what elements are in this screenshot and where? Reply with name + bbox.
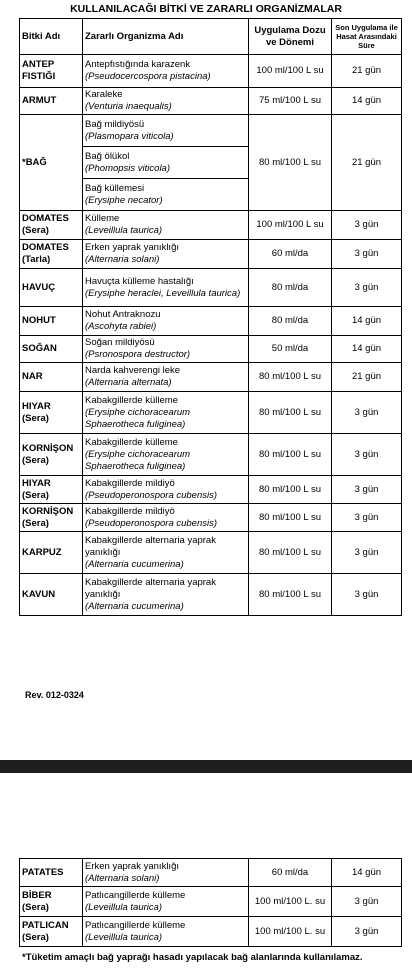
pest-name [83,55,249,88]
pest-name [83,240,249,269]
dose-value: 80 ml/da [271,315,309,326]
table-row [20,859,402,887]
harvest-interval: 21 gün [332,55,402,88]
dose-value: 75 ml/100 L su [259,95,321,106]
harvest-interval: 21 gün [332,115,402,211]
pest-latin-name: (Erysiphe necator) [85,194,163,206]
pest-latin-name: (Pseudoperonospora cubensis) [85,489,218,501]
pest-common-name: Kabakgillerde mildiyö [85,505,175,517]
dose [249,336,332,363]
harvest-interval: 14 gün [332,336,402,363]
pest-latin-name: (Venturia inaequalis) [85,101,172,112]
pest-common-name: Erken yaprak yanıklığı [85,860,179,872]
harvest-interval: 14 gün [332,307,402,336]
plant-name: BİBER (Sera) [20,887,83,917]
plant-name: DOMATES (Tarla) [20,240,83,269]
pest-common-name: Karaleke [85,89,123,100]
table-row [20,476,402,504]
pest-common-name: Patlıcangillerde külleme [85,889,186,901]
harvest-interval: 3 gün [332,574,402,616]
table-row [20,240,402,269]
table-row [20,434,402,476]
dose-value: 60 ml/da [271,248,309,259]
dose-value: 80 ml/100 L su [259,511,321,523]
dose-value: 100 ml/100 L. su [254,895,326,907]
table-row [20,887,402,917]
harvest-interval: 3 gün [332,504,402,532]
pest-common-name: Antepfıstığında karazenk [85,59,191,70]
table-row [20,336,402,363]
table-row [20,574,402,616]
table-row [20,269,402,307]
dose [249,887,332,917]
dose [249,476,332,504]
pest-common-name: Kabakgillerde alternaria yaprak yanıklığı [85,576,216,600]
pest-name [83,392,249,434]
header-dose: Uygulama Dozu ve Dönemi [249,19,332,55]
pest-common-name: Kabakgillerde külleme [85,436,178,448]
pest-common-name: Kabakgillerde alternaria yaprak yanıklığı [85,534,216,558]
pest-name [83,504,249,532]
pest-latin-name: (Alternaria cucumerina) [85,558,184,570]
usage-table [19,18,402,616]
table-row [20,115,402,147]
pest-name [83,88,249,115]
pest-latin-name: (Plasmopara viticola) [85,130,174,142]
footnote: *Tüketim amaçlı bağ yaprağı hasadı yapılacak bağ alanlarında kullanılamaz. [22,952,363,963]
table-row [20,307,402,336]
pest-latin-name: (Erysiphe cichoracearum Sphaerotheca fuliginea) [85,448,191,472]
dose [249,859,332,887]
pest-latin-name: (Alternaria cucumerina) [85,600,184,612]
dose-value: 80 ml/100 L su [259,588,321,600]
pest-name [83,211,249,240]
pest-latin-name: (Psronospora destructor) [85,349,191,360]
pest-name [83,917,249,947]
plant-name: ARMUT [20,88,83,115]
pest-latin-name: (Erysiphe heraclei, Leveillula taurica) [85,287,241,299]
dose-value: 60 ml/da [271,866,309,878]
plant-name: KARPUZ [20,532,83,574]
pest-name [83,307,249,336]
dose-value: 100 ml/100 L. su [254,925,326,937]
pest-common-name: Külleme [85,213,120,224]
pest-name [83,887,249,917]
pest-name [83,363,249,392]
pest-common-name: Bağ ölükol [85,150,130,162]
dose-value: 100 ml/100 L su [256,219,324,230]
dose-value: 80 ml/da [271,281,309,293]
table-row [20,211,402,240]
pest-latin-name: (Leveillula taurica) [85,931,163,943]
plant-name: KORNİŞON (Sera) [20,504,83,532]
dose [249,240,332,269]
plant-name: KAVUN [20,574,83,616]
dose [249,211,332,240]
revision-code: Rev. 012-0324 [25,690,84,700]
pest-latin-name: (Alternaria solani) [85,872,160,884]
dose-value: 100 ml/100 L su [256,65,324,76]
pest-common-name: Bağ mildiyösü [85,118,145,130]
pest-common-name: Soğan mildiyösü [85,337,155,348]
pest-latin-name: (Pseudocercospora pistacina) [85,71,211,82]
plant-name: NAR [20,363,83,392]
pest-latin-name: (Alternaria alternata) [85,377,172,388]
dose [249,269,332,307]
pest-common-name: Kabakgillerde mildiyö [85,477,175,489]
dose-value: 80 ml/100 L su [259,546,321,558]
plant-name: DOMATES (Sera) [20,211,83,240]
pest-latin-name: (Phomopsis viticola) [85,162,170,174]
plant-name: HAVUÇ [20,269,83,307]
harvest-interval: 3 gün [332,211,402,240]
pest-name [83,434,249,476]
dose [249,504,332,532]
table-row [20,532,402,574]
harvest-interval: 14 gün [332,859,402,887]
pest-latin-name: (Leveillula taurica) [85,225,163,236]
harvest-interval: 3 gün [332,392,402,434]
pest-latin-name: (Alternaria solani) [85,254,160,265]
dose-value: 80 ml/100 L su [259,156,321,168]
dose-value: 80 ml/100 L su [259,406,321,418]
table-row [20,392,402,434]
dose [249,917,332,947]
dose [249,115,332,211]
harvest-interval: 3 gün [332,269,402,307]
dose-value: 80 ml/100 L su [259,371,321,382]
plant-name: HIYAR (Sera) [20,392,83,434]
pest-common-name: Narda kahverengi leke [85,365,181,376]
dose-value: 80 ml/100 L su [259,448,321,460]
dose [249,434,332,476]
plant-name: HIYAR (Sera) [20,476,83,504]
harvest-interval: 3 gün [332,434,402,476]
pest-name [83,476,249,504]
header-pest: Zararlı Organizma Adı [83,19,249,55]
dose [249,55,332,88]
harvest-interval: 21 gün [332,363,402,392]
pest-latin-name: (Erysiphe cichoracearum Sphaerotheca fuliginea) [85,406,191,430]
pest-name [83,115,249,147]
table-row [20,504,402,532]
pest-common-name: Bağ küllemesi [85,182,145,194]
table-row [20,917,402,947]
pest-name [83,179,249,211]
pest-name [83,147,249,179]
harvest-interval: 3 gün [332,240,402,269]
dose [249,574,332,616]
pest-name [83,532,249,574]
usage-table-continued [19,858,402,947]
table-row [20,55,402,88]
page-separator [0,760,412,773]
dose-value: 80 ml/100 L su [259,483,321,495]
plant-name: SOĞAN [20,336,83,363]
pest-name [83,336,249,363]
page-title: KULLANILACAĞI BİTKİ VE ZARARLI ORGANİZMALAR [70,3,342,15]
plant-name: PATLICAN (Sera) [20,917,83,947]
pest-latin-name: (Leveillula taurica) [85,901,163,913]
table-row [20,88,402,115]
dose [249,532,332,574]
harvest-interval: 3 gün [332,887,402,917]
header-plant: Bitki Adı [20,19,83,55]
pest-common-name: Kabakgillerde külleme [85,394,178,406]
dose [249,363,332,392]
dose [249,392,332,434]
header-harvest: Son Uygulama ile Hasat Arasındaki Süre [332,19,402,55]
pest-name [83,574,249,616]
table-header-row [20,19,402,55]
plant-name: ANTEP FISTIĞI [20,55,83,88]
pest-name [83,269,249,307]
plant-name: NOHUT [20,307,83,336]
harvest-interval: 3 gün [332,532,402,574]
pest-common-name: Nohut Antraknozu [85,309,161,320]
pest-common-name: Patlıcangillerde külleme [85,919,186,931]
plant-name: *BAĞ [20,115,83,211]
pest-name [83,859,249,887]
dose-value: 50 ml/da [271,343,309,354]
table-row [20,363,402,392]
plant-name: PATATES [20,859,83,887]
pest-latin-name: (Pseudoperonospora cubensis) [85,517,218,529]
pest-common-name: Havuçta külleme hastalığı [85,275,194,287]
harvest-interval: 3 gün [332,476,402,504]
pest-latin-name: (Ascohyta rabiei) [85,321,157,332]
pest-common-name: Erken yaprak yanıklığı [85,242,179,253]
plant-name: KORNİŞON (Sera) [20,434,83,476]
harvest-interval: 14 gün [332,88,402,115]
harvest-interval: 3 gün [332,917,402,947]
dose [249,307,332,336]
dose [249,88,332,115]
